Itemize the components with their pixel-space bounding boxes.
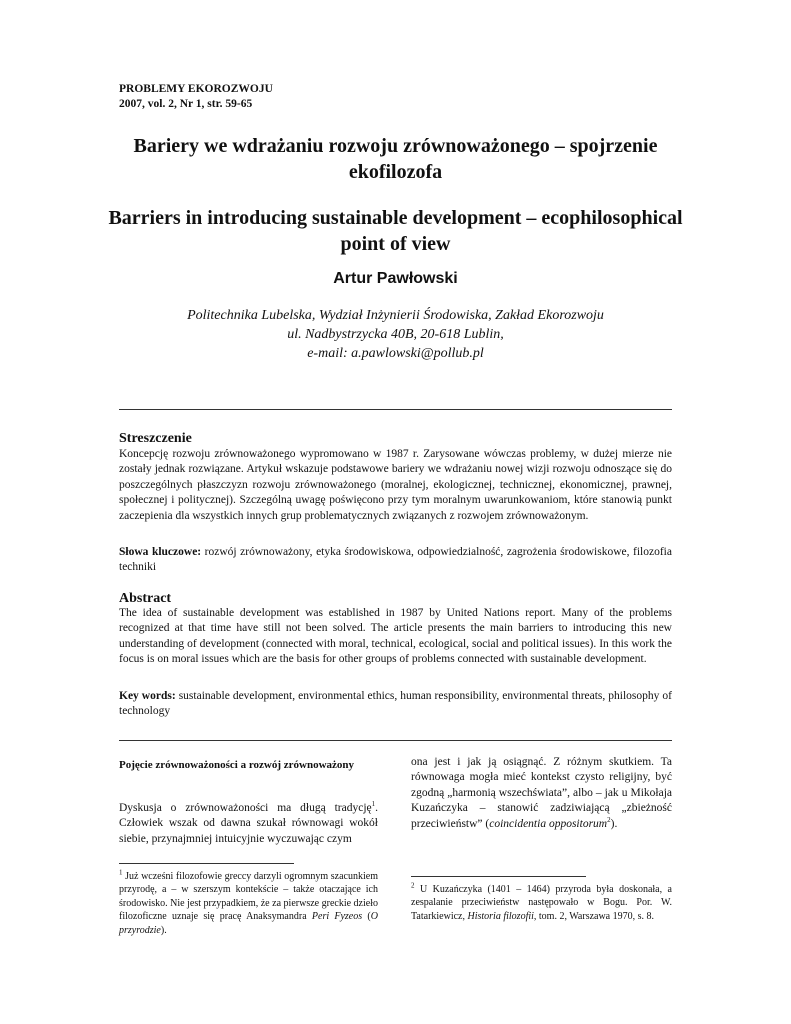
affiliation [100, 306, 691, 363]
footnote-ref-1[interactable]: 1 [371, 800, 376, 809]
title-polish: Bariery we wdrażaniu rozwoju zrównoważonego – spojrzenie ekofilozofa [133, 135, 658, 183]
footnote-1-number: 1 [119, 868, 123, 877]
keywords-label-pl: Słowa kluczowe: [119, 546, 202, 558]
journal-name: PROBLEMY EKOROZWOJU [119, 83, 273, 95]
body-right-text: ona jest i jak ją osiągnąć. Z różnym skutkiem. Ta równowaga mogła mieć kontekst czysto religijny, być zgodną „harmonią wszechświata”, albo – jak u Mikołaja Kuzańczyka – stanowić zadziwiającą „zbieżność przeciwieństw” ( [411, 756, 672, 830]
footnote-2-title: Historia filozofii [467, 910, 534, 922]
streszczenie-text: Koncepcję rozwoju zrównoważonego wypromowano w 1987 r. Zarysowane wówczas problemy, w dużej mierze nie zostały jednak rozwiązane. Artykuł wskazuje podstawowe bariery we wdrażaniu nowej wizji rozwoju odnoszące się do poszczególnych płaszczyzn rozwoju zrównoważonego (moralnej, ekologicznej, technicznej, ekonomicznej, prawnej, społecznej i politycznej). Szczególną uwagę poświęcono przy tym moralnym uwarunkowaniom, które stanowią punkt zaczepienia dla wszystkich innych grup problematycznych związanych z rozwojem zrównoważonym. [119, 448, 672, 522]
abstract-heading: Abstract [119, 591, 172, 606]
journal-citation: 2007, vol. 2, Nr 1, str. 59-65 [119, 98, 253, 110]
affiliation-institution: Politechnika Lubelska, Wydział Inżynierii Środowiska, Zakład Ekorozwoju [187, 308, 604, 323]
title-english: Barriers in introducing sustainable development – ecophilosophical point of view [108, 207, 683, 255]
footnote-1-end: ). [160, 924, 167, 936]
keywords-en: sustainable development, environmental ethics, human responsibility, environmental threats, philosophy of technology [119, 690, 672, 718]
affiliation-email: e-mail: a.pawlowski@pollub.pl [307, 346, 484, 361]
footnote-2 [411, 883, 672, 923]
footnote-1-paren: ( [362, 911, 371, 923]
author-name: Artur Pawłowski [333, 270, 458, 287]
journal-header [119, 82, 273, 112]
streszczenie-heading: Streszczenie [119, 431, 192, 446]
streszczenie-keywords [119, 545, 672, 576]
footnote-2-text: U Kuzańczyka (1401 – 1464) przyroda była doskonała, a zespalanie przeciwieństw następowało w Bogu. Por. W. Tatarkiewicz, [411, 884, 672, 922]
body-right-latin: coincidentia oppositorum [489, 817, 608, 830]
footnote-1-title: Peri Fyzeos [311, 911, 363, 923]
divider-body [119, 740, 672, 741]
body-left-text-cont: . Człowiek wszak od dawna szukał równowagi wokół siebie, przynajmniej intuicyjnie wyczuwając czym [119, 802, 378, 845]
footnote-1-title-pl: O przyrodzie [119, 911, 378, 936]
abstract-text: The idea of sustainable development was established in 1987 by United Nations report. Many of the problems recognized at that time have still not been solved. The article presents the main barriers to introducing this new understanding of development (connected with moral, technical, ecological, social and political issues). In this work the focus is on moral issues which are the basis for other groups of problems connected with sustainable development. [119, 607, 672, 666]
keywords-label-en: Key words: [119, 690, 176, 702]
abstract-keywords [119, 689, 672, 720]
footnote-1 [119, 870, 378, 937]
affiliation-address: ul. Nadbystrzycka 40B, 20-618 Lublin, [287, 327, 504, 342]
footnote-rule-right [411, 876, 586, 877]
footnote-1-text: Już wcześni filozofowie greccy darzyli ogromnym szacunkiem przyrodę, a – w szerszym kontekście – także otaczające ich środowisko. Nie jest przypadkiem, że za pierwsze greckie dzieło filozoficzne uznaje się pracę Anaksymandra [119, 871, 378, 923]
body-left-text: Dyskusja o zrównoważoności ma długą tradycję [119, 802, 372, 814]
body-section-heading: Pojęcie zrównoważoności a rozwój zrównoważony [119, 759, 355, 771]
footnote-ref-2[interactable]: 2 [607, 815, 611, 824]
footnote-2-number: 2 [411, 881, 415, 890]
footnote-rule-left [119, 863, 294, 864]
keywords-pl: rozwój zrównoważony, etyka środowiskowa, odpowiedzialność, zagrożenia środowiskowe, filozofia techniki [119, 546, 672, 574]
divider-top [119, 409, 672, 410]
footnote-2-end: , tom. 2, Warszawa 1970, s. 8. [533, 910, 655, 922]
body-left-paragraph [119, 801, 378, 847]
body-right-text-end: ). [610, 817, 618, 830]
body-right-paragraph [411, 755, 672, 832]
